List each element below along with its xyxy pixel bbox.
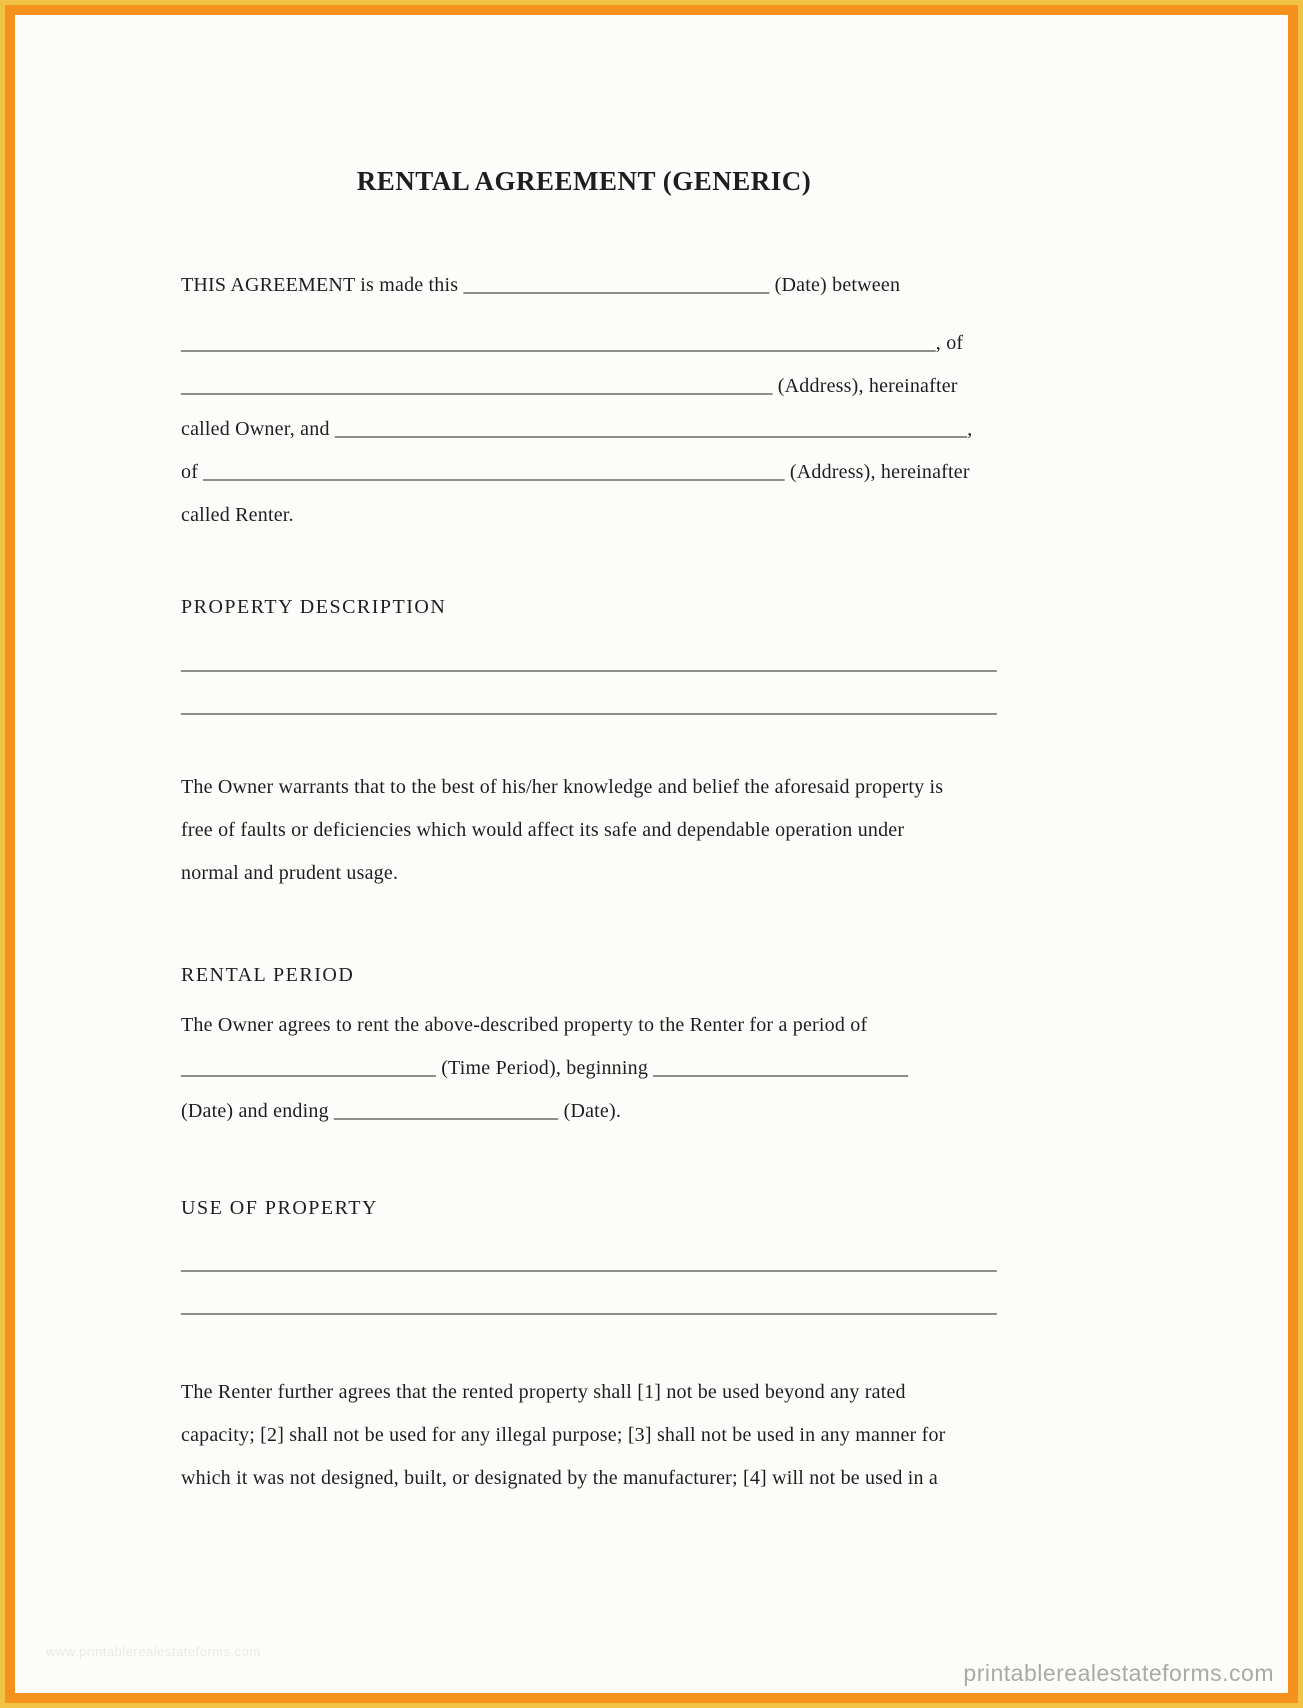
paragraph-line: The Owner agrees to rent the above-described property to the Renter for a period of — [181, 1014, 868, 1036]
intro-line: __________________________________________________________ (Address), hereinafter — [181, 375, 958, 397]
document-content — [181, 15, 997, 1500]
inner-border-frame — [5, 5, 1298, 1703]
paragraph-line: normal and prudent usage. — [181, 862, 399, 884]
blank-line: ________________________________________________________________________________ — [181, 1295, 997, 1317]
intro-line: called Renter. — [181, 504, 294, 526]
property-description-blanks — [181, 642, 997, 728]
paragraph-line: free of faults or deficiencies which would affect its safe and dependable operation under — [181, 819, 905, 841]
blank-line: ________________________________________________________________________________ — [181, 695, 997, 717]
intro-line: __________________________________________________________________________, of — [181, 332, 964, 354]
section-heading-property-description: PROPERTY DESCRIPTION — [181, 596, 447, 618]
site-url: printablerealestateforms.com — [963, 1660, 1274, 1686]
paragraph-line: The Owner warrants that to the best of his/her knowledge and belief the aforesaid property is — [181, 776, 944, 798]
section-heading-rental-period: RENTAL PERIOD — [181, 964, 355, 986]
page-title: RENTAL AGREEMENT (GENERIC) — [356, 166, 812, 196]
blank-line: ________________________________________________________________________________ — [181, 1252, 997, 1274]
paragraph-line: The Renter further agrees that the rented property shall [1] not be used beyond any rated — [181, 1381, 906, 1403]
document-page — [15, 15, 1288, 1693]
intro-paragraph — [181, 264, 987, 537]
intro-line: THIS AGREEMENT is made this ______________________________ (Date) between — [181, 274, 901, 296]
section-heading-use-of-property: USE OF PROPERTY — [181, 1197, 378, 1219]
blank-line: ________________________________________________________________________________ — [181, 652, 997, 674]
watermark-url: www.printablerealestateforms.com — [46, 1644, 261, 1659]
intro-line: called Owner, and ______________________________________________________________, — [181, 418, 973, 440]
paragraph-line: capacity; [2] shall not be used for any illegal purpose; [3] shall not be used in any manner for — [181, 1424, 946, 1446]
paragraph-line: _________________________ (Time Period), beginning _________________________ — [181, 1057, 909, 1079]
renter-agreement-paragraph — [181, 1371, 987, 1500]
paragraph-line: which it was not designed, built, or designated by the manufacturer; [4] will not be used in a — [181, 1467, 938, 1489]
intro-line: of _________________________________________________________ (Address), hereinafter — [181, 461, 970, 483]
paragraph-line: (Date) and ending ______________________ (Date). — [181, 1100, 622, 1122]
use-of-property-blanks — [181, 1242, 997, 1328]
warranty-paragraph — [181, 766, 987, 895]
rental-period-paragraph — [181, 1004, 987, 1133]
